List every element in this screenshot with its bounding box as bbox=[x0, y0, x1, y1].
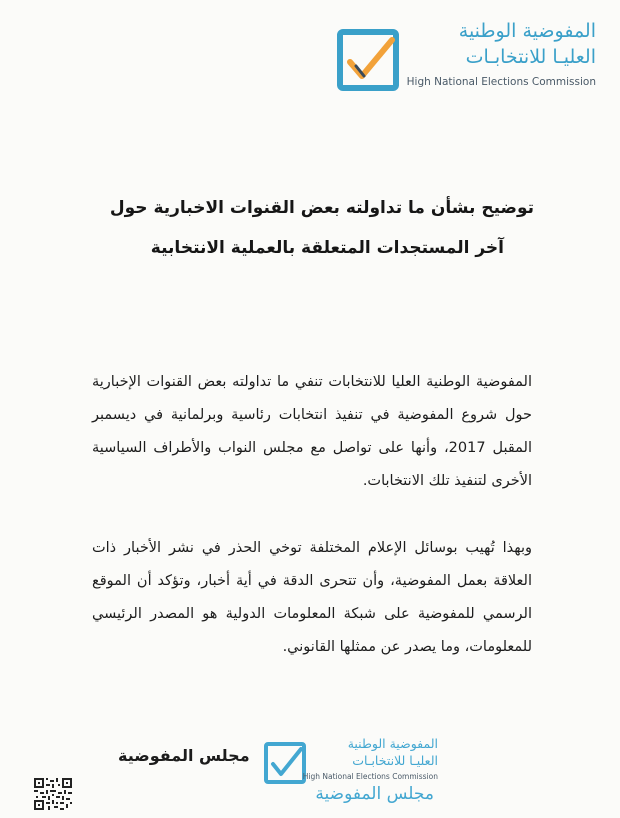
hnec-logo bbox=[334, 20, 596, 98]
stamp-arabic-line2: العليـا للانتخابـات bbox=[352, 753, 438, 768]
signature: مجلس المفوضية bbox=[118, 746, 250, 765]
stamp-council-name: مجلس المفوضية bbox=[315, 784, 434, 804]
stamp-check-icon bbox=[262, 740, 308, 786]
stamp-arabic-line1: المفوضية الوطنية bbox=[347, 736, 438, 751]
logo-english-name: High National Elections Commission bbox=[406, 76, 596, 88]
stamp-english-name: High National Elections Commission bbox=[302, 772, 438, 781]
official-stamp bbox=[262, 736, 438, 808]
document-title-line2: آخر المستجدات المتعلقة بالعملية الانتخابية bbox=[150, 238, 504, 258]
logo-arabic-line2: العليـا للانتخابـات bbox=[465, 46, 596, 68]
document-title-line1: توضيح بشأن ما تداولته بعض القنوات الاخبارية حول bbox=[109, 198, 534, 218]
ballot-check-icon bbox=[334, 26, 402, 94]
logo-arabic-line1: المفوضية الوطنية bbox=[458, 20, 596, 42]
body-paragraph-2: وبهذا تُهيب بوسائل الإعلام المختلفة توخي الحذر في نشر الأخبار ذات العلاقة بعمل المفوضية، وأن تتحرى الدقة في أية أخبار، وتؤكد أن الموقع الرسمي للمفوضية على شبكة المعلومات الدولية هو المصدر الرئيسي للمعلومات، وما يصدر عن ممثلها القانوني. bbox=[92, 540, 532, 655]
body-paragraph-1: المفوضية الوطنية العليا للانتخابات تنفي ما تداولته بعض القنوات الإخبارية حول شروع المفوضية في تنفيذ انتخابات رئاسية وبرلمانية في ديسمبر المقبل 2017، وأنها على تواصل مع مجلس النواب والأطراف السياسية الأخرى لتنفيذ تلك الانتخابات. bbox=[92, 374, 532, 489]
qr-code-icon bbox=[34, 778, 72, 810]
